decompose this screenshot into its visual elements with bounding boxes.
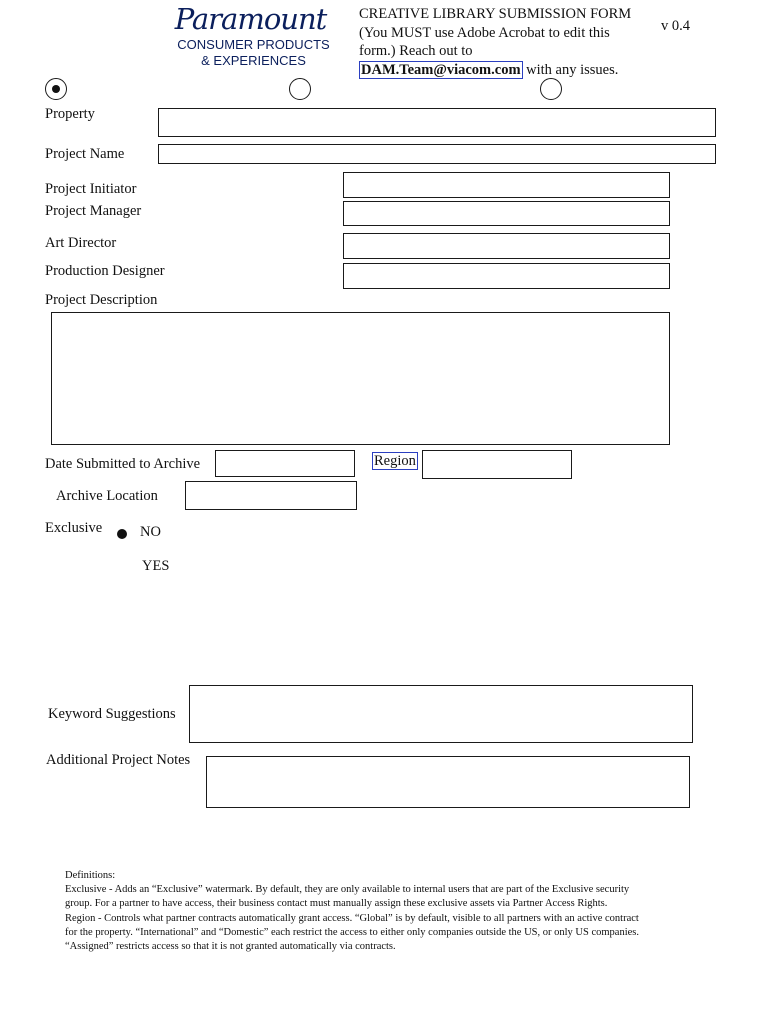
additional-notes-label: Additional Project Notes — [46, 752, 191, 768]
project-manager-label: Project Manager — [45, 203, 142, 219]
logo-subline-2: & EXPERIENCES — [201, 53, 306, 68]
production-designer-input[interactable] — [343, 263, 670, 289]
region-label[interactable]: Region — [374, 453, 416, 469]
project-manager-input[interactable] — [343, 201, 670, 226]
logo-subline-1: CONSUMER PRODUCTS — [177, 37, 330, 52]
project-initiator-input[interactable] — [343, 172, 670, 198]
archive-location-input[interactable] — [185, 481, 357, 510]
definition-line: Region - Controls what partner contracts automatically grant access. “Global” is by default, visible to all partners with an active contract — [65, 912, 639, 924]
additional-notes-input[interactable] — [206, 756, 690, 808]
exclusive-yes-label: YES — [142, 558, 170, 574]
property-label: Property — [45, 106, 95, 122]
header-contact-suffix: with any issues. — [522, 61, 619, 78]
form-header — [359, 5, 649, 79]
project-description-textarea[interactable] — [51, 312, 670, 445]
exclusive-yes-radio[interactable] — [117, 561, 127, 571]
archive-location-label: Archive Location — [56, 488, 158, 504]
logo-wordmark: Paramount — [174, 2, 327, 36]
art-director-label: Art Director — [45, 235, 117, 251]
art-director-input[interactable] — [343, 233, 670, 259]
definitions-heading: Definitions: — [65, 870, 116, 881]
project-initiator-label: Project Initiator — [45, 181, 137, 197]
exclusive-no-radio[interactable] — [117, 529, 127, 539]
production-designer-label: Production Designer — [45, 263, 165, 279]
form-title: CREATIVE LIBRARY SUBMISSION FORM — [359, 6, 632, 22]
paramount-logo — [176, 2, 331, 69]
project-name-label: Project Name — [45, 146, 125, 162]
project-description-label: Project Description — [45, 292, 158, 308]
definition-line: group. For a partner to have access, their business contact must manually assign these exclusive assets via Partner Access Rights. — [65, 898, 608, 910]
top-radio-2[interactable] — [289, 78, 311, 100]
exclusive-no-label: NO — [140, 524, 161, 540]
radio-dot — [52, 85, 60, 93]
version-label: v 0.4 — [661, 18, 690, 34]
date-submitted-label: Date Submitted to Archive — [45, 456, 201, 472]
definition-line: for the property. “International” and “Domestic” each restrict the access to either only companies outside the US, or only US companies. — [65, 926, 640, 938]
header-instruction-line-1: (You MUST use Adobe Acrobat to edit this — [359, 24, 610, 41]
definitions-block — [65, 869, 705, 954]
header-contact-line — [359, 61, 649, 80]
property-input[interactable] — [158, 108, 716, 137]
project-name-input[interactable] — [158, 144, 716, 164]
keyword-suggestions-label: Keyword Suggestions — [48, 706, 176, 722]
top-radio-3[interactable] — [540, 78, 562, 100]
header-instruction-line-2: form.) Reach out to — [359, 43, 473, 59]
definition-line: Exclusive - Adds an “Exclusive” watermark. By default, they are only available to internal users that are part of the Exclusive security — [65, 884, 630, 896]
region-label-wrap — [372, 452, 418, 470]
region-input[interactable] — [422, 450, 572, 479]
keyword-suggestions-input[interactable] — [189, 685, 693, 743]
top-radio-1[interactable] — [45, 78, 67, 100]
definition-line: “Assigned” restricts access so that it is not granted automatically via contracts. — [65, 941, 396, 953]
email-link[interactable]: DAM.Team@viacom.com — [361, 61, 521, 78]
date-submitted-input[interactable] — [215, 450, 355, 477]
exclusive-label: Exclusive — [45, 520, 103, 536]
